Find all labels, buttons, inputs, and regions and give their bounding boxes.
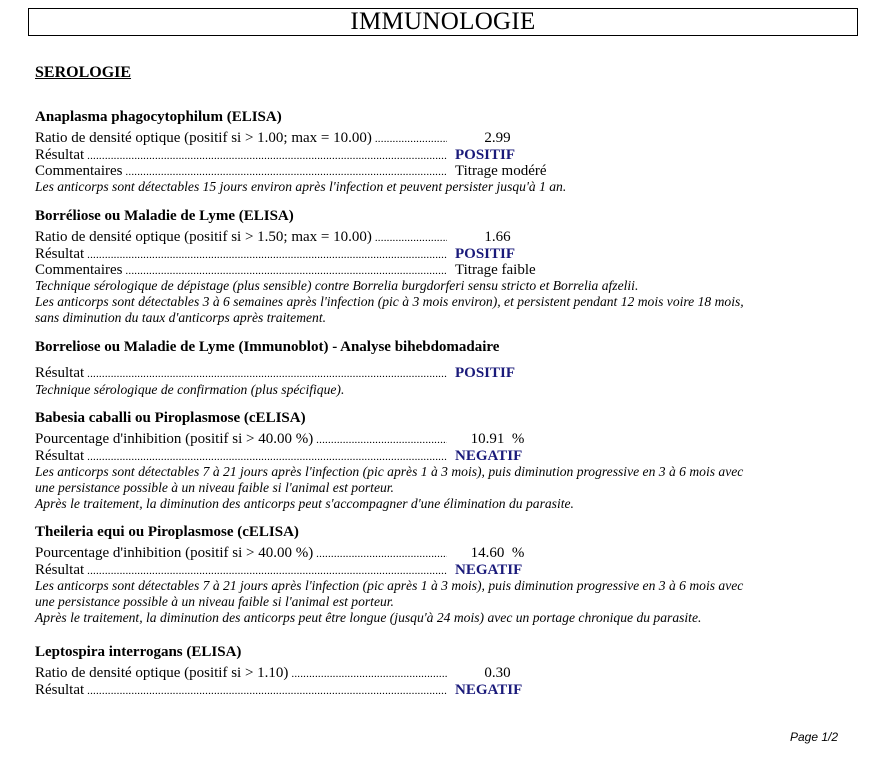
test-borreliose-elisa xyxy=(35,208,855,326)
result-status: POSITIF xyxy=(455,365,516,382)
result-row xyxy=(35,431,855,447)
result-row xyxy=(35,262,855,278)
row-label: Ratio de densité optique (positif si > 1.50; max = 10.00) ..... xyxy=(35,229,447,246)
result-row xyxy=(35,130,855,146)
result-status: NEGATIF xyxy=(455,447,523,464)
result-row xyxy=(35,246,855,262)
row-value: Titrage modéré xyxy=(455,162,547,179)
row-label: Commentaires ..... xyxy=(35,163,447,180)
test-theileria xyxy=(35,524,855,626)
result-status: POSITIF xyxy=(455,245,516,262)
page-title: IMMUNOLOGIE xyxy=(28,8,858,36)
row-value: 10.91 % xyxy=(470,431,525,448)
row-value: 2.99 xyxy=(484,130,511,147)
test-title: Borreliose ou Maladie de Lyme (Immunoblot) - Analyse bihebdomadaire xyxy=(35,339,500,355)
row-label: Ratio de densité optique (positif si > 1.00; max = 10.00) ..... xyxy=(35,130,447,147)
result-row xyxy=(35,448,855,464)
note: une persistance possible à un niveau faible si l'animal est porteur. xyxy=(35,479,394,495)
row-label: Ratio de densité optique (positif si > 1.10) ..... xyxy=(35,665,447,682)
test-babesia xyxy=(35,410,855,512)
note: une persistance possible à un niveau faible si l'animal est porteur. xyxy=(35,593,394,609)
row-label: Résultat ..... xyxy=(35,147,447,164)
result-row xyxy=(35,545,855,561)
note: Après le traitement, la diminution des anticorps peut être longue (jusqu'à 24 mois) avec un portage chronique du parasite. xyxy=(35,609,702,625)
row-label: Pourcentage d'inhibition (positif si > 40.00 %) ..... xyxy=(35,545,447,562)
note: Après le traitement, la diminution des anticorps peut s'accompagner d'une élimination du parasite. xyxy=(35,495,574,511)
result-status: NEGATIF xyxy=(455,561,523,578)
note: Technique sérologique de dépistage (plus sensible) contre Borrelia burgdorferi sensu stricto et Borrelia afzelii. xyxy=(35,278,639,294)
section-heading: SEROLOGIE xyxy=(35,64,132,81)
result-row xyxy=(35,147,855,163)
result-row xyxy=(35,229,855,245)
row-value: 0.30 xyxy=(484,665,511,682)
row-value: 14.60 % xyxy=(470,545,525,562)
result-row xyxy=(35,562,855,578)
note: Technique sérologique de confirmation (plus spécifique). xyxy=(35,381,345,397)
row-label: Résultat ..... xyxy=(35,562,447,579)
test-title: Babesia caballi ou Piroplasmose (cELISA) xyxy=(35,410,306,426)
row-label: Commentaires ..... xyxy=(35,262,447,279)
test-title: Theileria equi ou Piroplasmose (cELISA) xyxy=(35,524,299,540)
test-title: Borréliose ou Maladie de Lyme (ELISA) xyxy=(35,208,294,224)
result-row xyxy=(35,163,855,179)
test-anaplasma xyxy=(35,109,855,195)
row-label: Résultat ..... xyxy=(35,448,447,465)
result-row xyxy=(35,365,855,381)
result-row xyxy=(35,682,855,698)
test-title: Anaplasma phagocytophilum (ELISA) xyxy=(35,109,282,125)
test-leptospira xyxy=(35,644,855,698)
row-label: Pourcentage d'inhibition (positif si > 40.00 %) ..... xyxy=(35,431,447,448)
test-title: Leptospira interrogans (ELISA) xyxy=(35,644,242,660)
row-label: Résultat ..... xyxy=(35,246,447,263)
note: Les anticorps sont détectables 7 à 21 jours après l'infection (pic après 1 à 3 mois), puis diminution progressive en 3 à 6 mois avec xyxy=(35,463,744,479)
result-status: NEGATIF xyxy=(455,681,523,698)
note: Les anticorps sont détectables 15 jours environ après l'infection et peuvent persister jusqu'à 1 an. xyxy=(35,179,567,195)
note: Les anticorps sont détectables 3 à 6 semaines après l'infection (pic à 3 mois environ), et persistent pendant 12 mois voire 18 mois, xyxy=(35,294,744,310)
result-status: POSITIF xyxy=(455,146,516,163)
result-row xyxy=(35,665,855,681)
row-label: Résultat ..... xyxy=(35,365,447,382)
page-number: Page 1/2 xyxy=(790,730,839,744)
test-borreliose-immunoblot xyxy=(35,339,855,398)
note: Les anticorps sont détectables 7 à 21 jours après l'infection (pic après 1 à 3 mois), puis diminution progressive en 3 à 6 mois avec xyxy=(35,577,744,593)
row-label: Résultat ..... xyxy=(35,682,447,699)
row-value: 1.66 xyxy=(484,229,511,246)
note: sans diminution du taux d'anticorps après traitement. xyxy=(35,310,327,326)
row-value: Titrage faible xyxy=(455,261,536,278)
